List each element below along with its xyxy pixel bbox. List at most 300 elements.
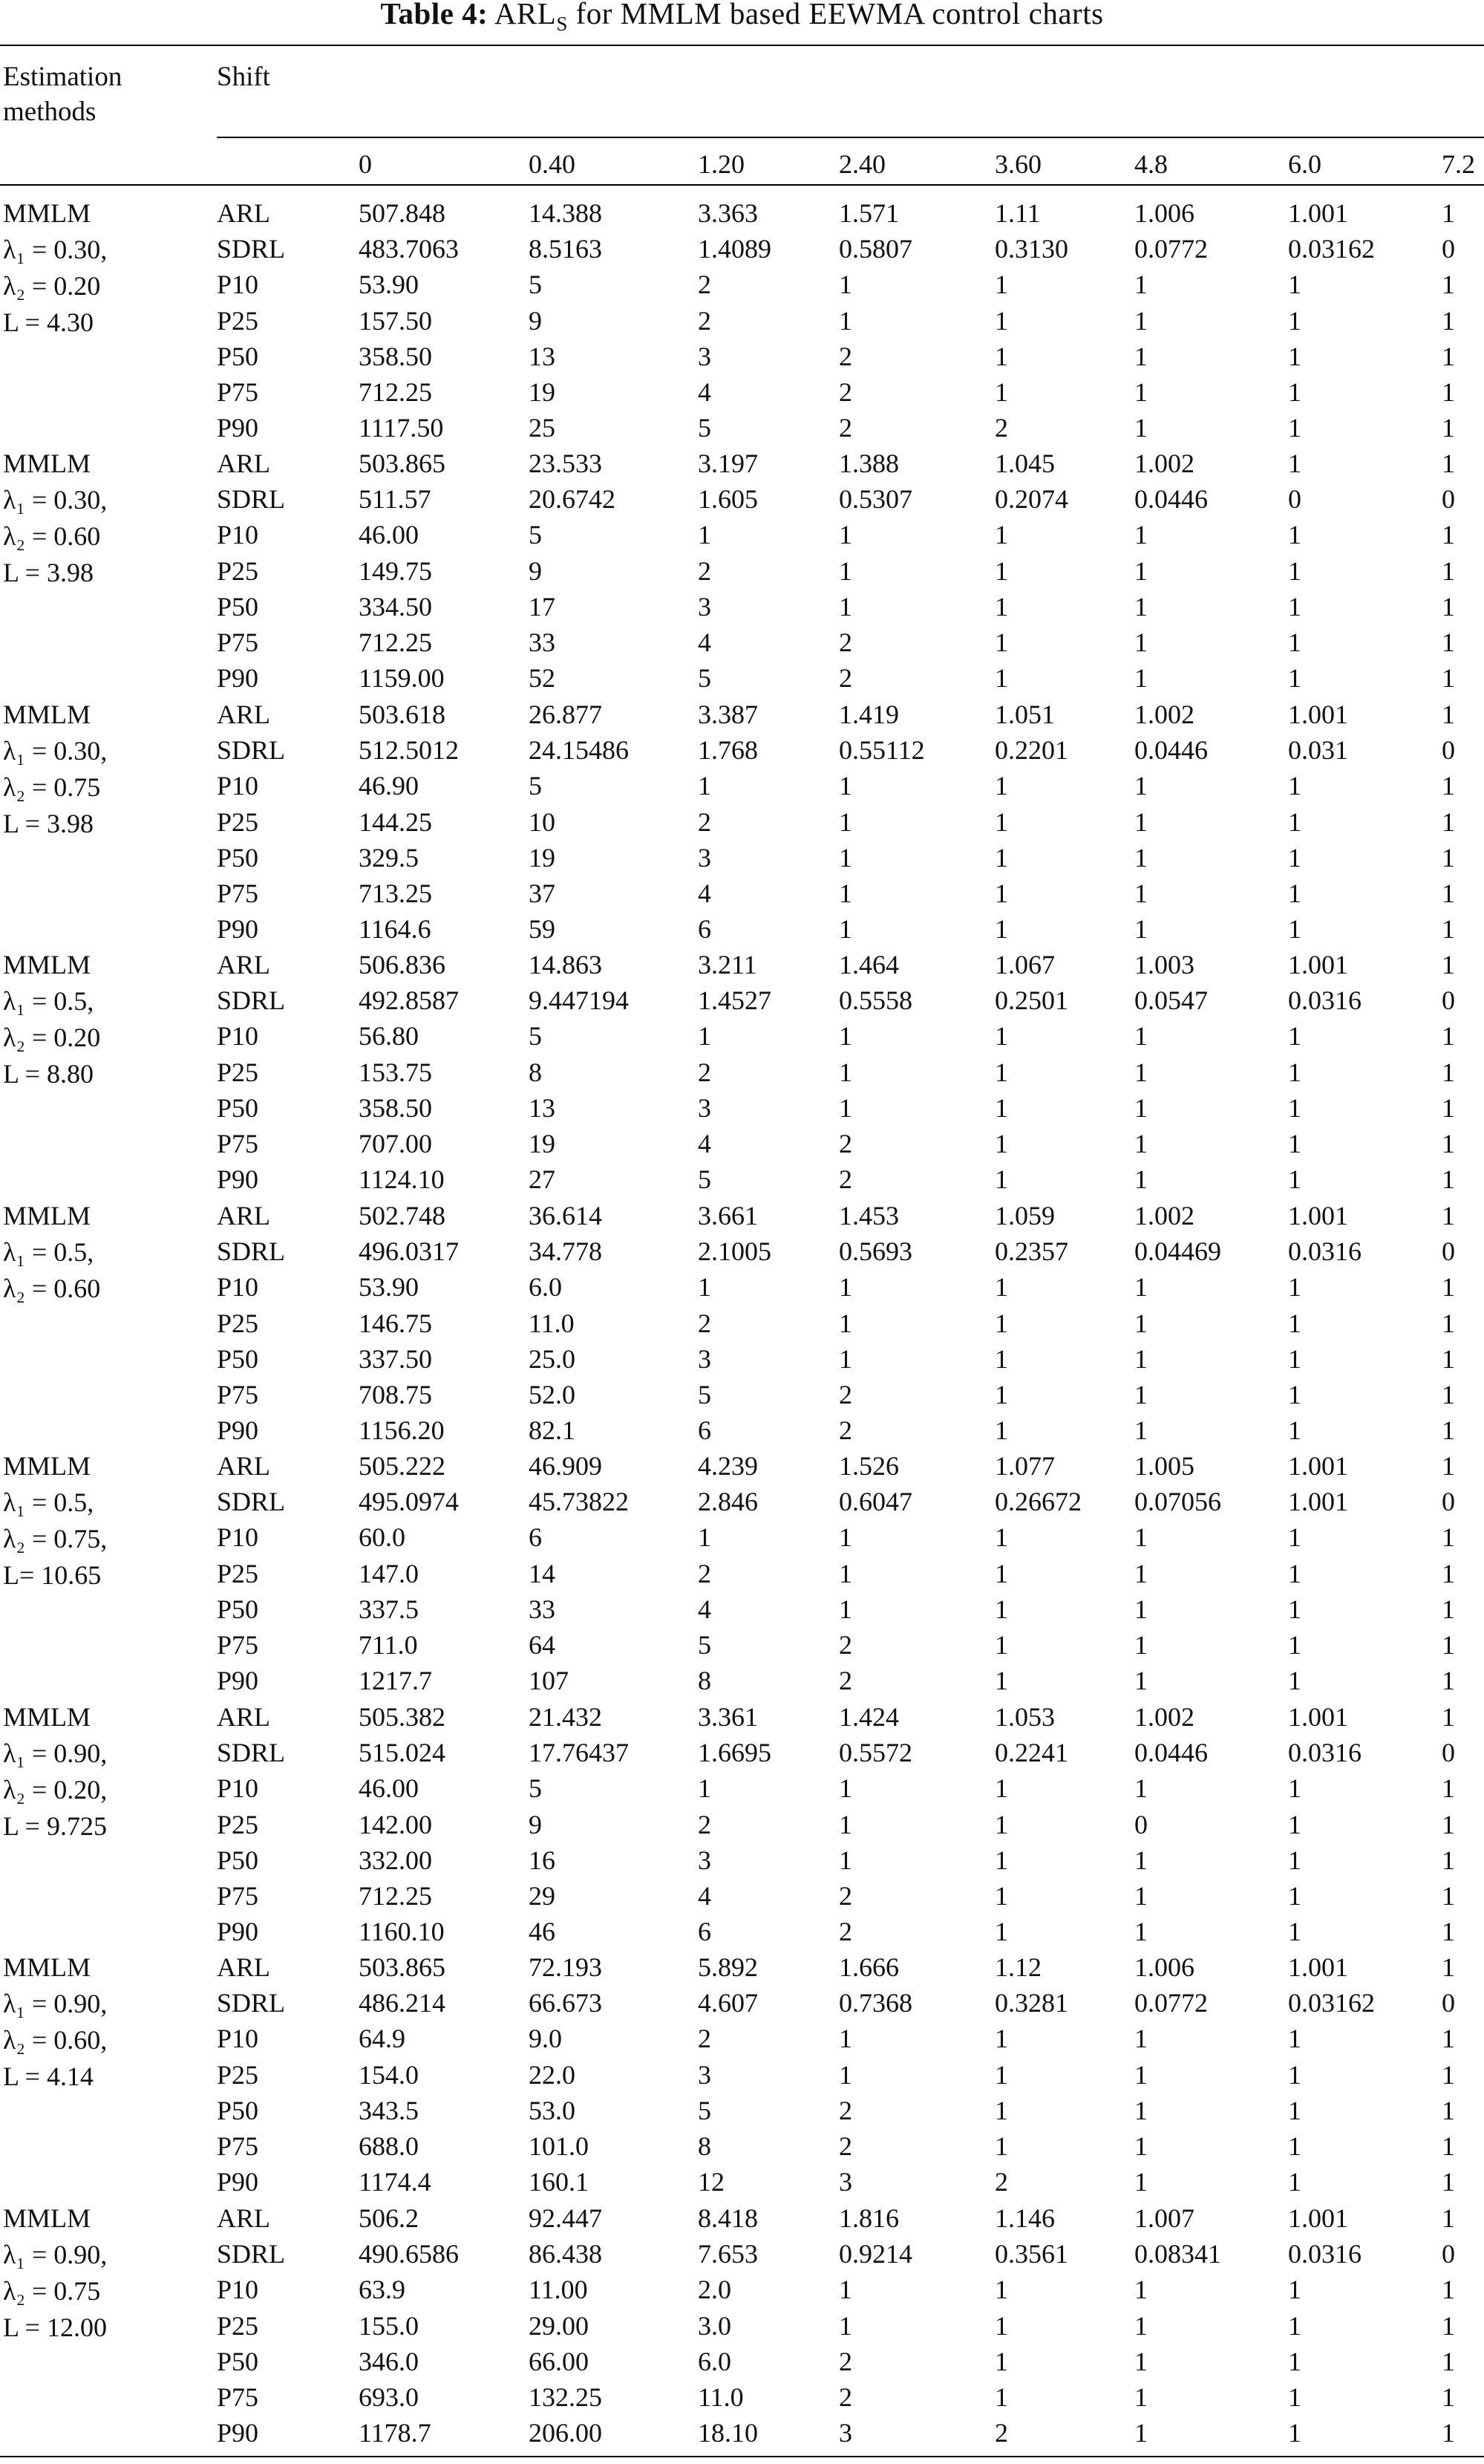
table-cell: 144.25 <box>359 806 432 837</box>
table-cell: 101.0 <box>529 2131 589 2161</box>
table-cell: 1.4527 <box>698 985 771 1016</box>
shift-value: 0.40 <box>529 149 575 179</box>
table-cell: 2 <box>995 2167 1008 2197</box>
table-cell: 693.0 <box>359 2382 419 2412</box>
table-cell: 60.0 <box>359 1522 405 1553</box>
table-cell: 1 <box>1288 1773 1301 1804</box>
table-cell: 1.146 <box>995 2203 1055 2233</box>
table-cell: 3 <box>698 842 711 873</box>
table-cell: 1.419 <box>839 700 899 729</box>
table-cell: 1 <box>839 270 852 300</box>
table-cell: 1 <box>1442 2310 1455 2341</box>
table-cell: 1 <box>995 1272 1008 1303</box>
table-cell: 0.04469 <box>1134 1236 1221 1267</box>
statistic-label: ARL <box>217 2203 270 2233</box>
statistic-label: ARL <box>217 950 270 980</box>
statistic-label: P10 <box>217 1272 259 1303</box>
table-cell: 1 <box>1134 2024 1148 2054</box>
table-cell: 688.0 <box>359 2131 419 2161</box>
table-cell: 52.0 <box>529 1380 575 1409</box>
table-cell: 27 <box>529 1164 555 1195</box>
table-cell: 1 <box>1442 2275 1455 2305</box>
table-cell: 0.2357 <box>995 1236 1068 1267</box>
statistic-label: P25 <box>217 1308 259 1338</box>
table-row <box>0 1377 1484 1413</box>
table-cell: 1 <box>1288 1522 1301 1553</box>
table-cell: 1 <box>1288 413 1301 443</box>
table-cell: 4.607 <box>698 1988 758 2018</box>
table-cell: 1 <box>1134 305 1148 336</box>
table-row <box>0 2272 1484 2308</box>
statistic-label: P75 <box>217 1881 259 1911</box>
statistic-label: P10 <box>217 270 259 300</box>
table-cell: 6 <box>529 1522 542 1553</box>
table-cell: 21.432 <box>529 1702 602 1732</box>
table-cell: 1.388 <box>839 449 899 478</box>
table-cell: 1 <box>1288 270 1301 300</box>
table-cell: 1 <box>1442 1415 1455 1446</box>
table-cell: 1 <box>698 1773 711 1804</box>
table-cell: 9 <box>529 305 542 336</box>
table-row <box>0 1735 1484 1771</box>
table-cell: 1 <box>1134 2059 1148 2090</box>
table-cell: 2 <box>839 1666 852 1696</box>
table-cell: 1 <box>1288 914 1301 945</box>
table-cell: 2 <box>839 1129 852 1158</box>
table-cell: 0 <box>1442 484 1455 515</box>
table-cell: 2 <box>839 1164 852 1195</box>
table-cell: 1 <box>1288 806 1301 837</box>
table-cell: 708.75 <box>359 1380 432 1409</box>
table-cell: 0.07056 <box>1134 1487 1221 1517</box>
table-cell: 507.848 <box>359 198 445 228</box>
table-cell: 1 <box>995 1630 1008 1660</box>
top-rule <box>0 45 1484 46</box>
table-cell: 5.892 <box>698 1952 758 1982</box>
table-row <box>0 1233 1484 1270</box>
table-cell: 4 <box>698 1594 711 1624</box>
table-cell: 1.006 <box>1134 1952 1194 1982</box>
table-cell: 36.614 <box>529 1201 602 1231</box>
table-cell: 492.8587 <box>359 985 459 1016</box>
table-cell: 17.76437 <box>529 1738 629 1768</box>
table-cell: 0.0446 <box>1134 735 1208 766</box>
table-cell: 1159.00 <box>359 663 445 694</box>
table-row <box>0 517 1484 553</box>
table-cell: 1.424 <box>839 1702 899 1732</box>
table-row <box>0 1949 1484 1986</box>
table-cell: 713.25 <box>359 879 432 908</box>
table-row <box>0 1484 1484 1520</box>
table-cell: 1 <box>839 1343 852 1374</box>
table-cell: 2 <box>839 1415 852 1446</box>
statistic-label: P75 <box>217 2131 259 2161</box>
statistic-label: P90 <box>217 2167 259 2197</box>
table-cell: 1 <box>995 1881 1008 1911</box>
table-row <box>0 481 1484 518</box>
table-cell: 1 <box>839 591 852 622</box>
table-cell: 2 <box>839 2095 852 2125</box>
table-cell: 1 <box>1442 1201 1455 1231</box>
table-cell: 6.0 <box>529 1272 562 1303</box>
table-cell: 1 <box>1288 2346 1301 2376</box>
table-cell: 1 <box>995 663 1008 694</box>
method-line: λ₂ = 0.75 <box>3 2276 101 2306</box>
table-cell: 1 <box>1442 1272 1455 1303</box>
table-cell: 107 <box>529 1666 569 1696</box>
table-cell: 0.9214 <box>839 2239 912 2269</box>
table-cell: 358.50 <box>359 1092 432 1123</box>
table-cell: 1 <box>1442 449 1455 478</box>
table-cell: 1.045 <box>995 449 1055 478</box>
table-cell: 11.0 <box>529 1308 575 1338</box>
method-line: λ₂ = 0.20 <box>3 271 101 301</box>
table-cell: 25.0 <box>529 1343 575 1374</box>
table-cell: 2 <box>698 2024 711 2054</box>
table-cell: 157.50 <box>359 305 432 336</box>
table-cell: 22.0 <box>529 2059 575 2090</box>
caption-subscript: S <box>556 13 568 36</box>
statistic-label: P75 <box>217 1129 259 1158</box>
table-cell: 13 <box>529 341 555 371</box>
table-cell: 19 <box>529 377 555 407</box>
table-cell: 160.1 <box>529 2167 589 2197</box>
table-cell: 1 <box>1442 1343 1455 1374</box>
table-cell: 1 <box>995 1773 1008 1804</box>
table-cell: 0.2241 <box>995 1738 1068 1768</box>
table-cell: 712.25 <box>359 377 432 407</box>
table-cell: 11.00 <box>529 2275 588 2305</box>
header-line: Estimation <box>3 62 122 92</box>
table-cell: 1 <box>698 1021 711 1052</box>
table-row <box>0 1591 1484 1628</box>
table-cell: 14.388 <box>529 198 602 228</box>
table-cell: 1 <box>995 2095 1008 2125</box>
table-cell: 2 <box>995 2418 1008 2448</box>
table-cell: 1 <box>839 771 852 801</box>
table-cell: 1.007 <box>1134 2203 1194 2233</box>
table-row <box>0 1341 1484 1378</box>
table-row <box>0 231 1484 267</box>
table-cell: 1 <box>839 1092 852 1123</box>
table-cell: 1 <box>995 771 1008 801</box>
table-cell: 1 <box>995 1021 1008 1052</box>
table-cell: 206.00 <box>529 2418 602 2448</box>
table-cell: 1178.7 <box>359 2418 431 2448</box>
table-cell: 1.4089 <box>698 234 771 264</box>
method-line: λ₂ = 0.75 <box>3 772 101 802</box>
table-cell: 1 <box>1288 2310 1301 2341</box>
table-cell: 1 <box>995 628 1008 657</box>
table-cell: 142.00 <box>359 1809 432 1839</box>
table-cell: 5 <box>698 413 711 443</box>
table-cell: 329.5 <box>359 842 419 873</box>
caption-rest: for MMLM based EEWMA control charts <box>567 0 1104 30</box>
table-cell: 0.0446 <box>1134 484 1208 515</box>
table-cell: 1 <box>995 1558 1008 1588</box>
table-cell: 64 <box>529 1630 555 1660</box>
table-cell: 1 <box>995 1343 1008 1374</box>
table-cell: 2 <box>698 1558 711 1588</box>
table-cell: 1 <box>1134 2095 1148 2125</box>
table-cell: 1 <box>1134 663 1148 694</box>
table-cell: 8.418 <box>698 2203 758 2233</box>
table-cell: 712.25 <box>359 628 432 657</box>
table-caption <box>0 0 1484 36</box>
table-cell: 1 <box>1288 449 1301 478</box>
table-cell: 1 <box>698 1522 711 1553</box>
statistic-label: P50 <box>217 341 259 371</box>
table-cell: 1 <box>1134 341 1148 371</box>
table-cell: 1.526 <box>839 1451 899 1481</box>
method-line: MMLM <box>3 1702 91 1732</box>
table-row <box>0 804 1484 841</box>
table-cell: 1 <box>1442 1308 1455 1338</box>
table-cell: 503.865 <box>359 449 445 478</box>
table-cell: 29 <box>529 1881 555 1911</box>
table-cell: 1 <box>1442 879 1455 908</box>
table-cell: 1.666 <box>839 1952 899 1982</box>
table-cell: 3.197 <box>698 449 758 478</box>
table-cell: 358.50 <box>359 341 432 371</box>
table-cell: 1 <box>1134 1630 1148 1660</box>
table-cell: 1 <box>995 2275 1008 2305</box>
table-cell: 1 <box>995 2024 1008 2054</box>
table-row <box>0 1448 1484 1484</box>
table-cell: 515.024 <box>359 1738 445 1768</box>
statistic-label: P50 <box>217 1594 259 1624</box>
table-cell: 511.57 <box>359 484 431 515</box>
statistic-label: ARL <box>217 449 270 478</box>
table-cell: 2 <box>839 377 852 407</box>
statistic-label: P90 <box>217 1917 259 1947</box>
table-cell: 0.2501 <box>995 985 1068 1016</box>
table-cell: 1.12 <box>995 1952 1042 1982</box>
table-row <box>0 2093 1484 2129</box>
table-cell: 3 <box>698 1092 711 1123</box>
table-cell: 1.11 <box>995 198 1041 228</box>
table-row <box>0 195 1484 232</box>
table-cell: 1 <box>1288 341 1301 371</box>
table-row <box>0 1126 1484 1162</box>
table-cell: 1 <box>1134 1845 1148 1875</box>
table-row <box>0 2164 1484 2200</box>
table-cell: 17 <box>529 591 555 622</box>
table-cell: 1 <box>1134 1666 1148 1696</box>
table-cell: 1 <box>1288 2095 1301 2125</box>
table-cell: 2 <box>839 1917 852 1947</box>
table-cell: 1 <box>1134 1380 1148 1409</box>
statistic-label: P10 <box>217 2275 259 2305</box>
table-cell: 1 <box>1288 663 1301 694</box>
table-cell: 1 <box>1134 2167 1148 2197</box>
table-cell: 155.0 <box>359 2310 419 2341</box>
table-cell: 6 <box>698 1415 711 1446</box>
table-cell: 1 <box>839 555 852 586</box>
table-cell: 1 <box>1442 1917 1455 1947</box>
table-row <box>0 374 1484 411</box>
statistic-label: SDRL <box>217 1236 286 1267</box>
table-cell: 3 <box>839 2418 852 2448</box>
table-cell: 1 <box>1288 2418 1301 2448</box>
table-cell: 1 <box>839 305 852 336</box>
table-cell: 154.0 <box>359 2059 419 2090</box>
table-cell: 149.75 <box>359 555 432 586</box>
table-row <box>0 1627 1484 1663</box>
table-cell: 1 <box>1442 1809 1455 1839</box>
table-cell: 1.001 <box>1288 1201 1348 1231</box>
table-cell: 1 <box>1442 270 1455 300</box>
table-cell: 1 <box>995 270 1008 300</box>
table-cell: 512.5012 <box>359 735 459 766</box>
table-cell: 1 <box>1288 591 1301 622</box>
table-row <box>0 1198 1484 1234</box>
statistic-label: P25 <box>217 2059 259 2090</box>
table-cell: 707.00 <box>359 1129 432 1158</box>
statistic-label: P50 <box>217 1845 259 1875</box>
table-cell: 0.5307 <box>839 484 912 515</box>
statistic-label: P90 <box>217 1666 259 1696</box>
table-row <box>0 339 1484 375</box>
table-cell: 3 <box>698 1343 711 1374</box>
statistic-label: P25 <box>217 1809 259 1839</box>
table-cell: 1 <box>1134 377 1148 407</box>
table-cell: 1 <box>1134 520 1148 550</box>
header-bottom-rule <box>0 184 1484 186</box>
table-row <box>0 1306 1484 1342</box>
table-cell: 1.059 <box>995 1201 1055 1231</box>
table-cell: 1.002 <box>1134 700 1194 729</box>
table-cell: 0.55112 <box>839 735 925 766</box>
table-cell: 1 <box>1134 1129 1148 1158</box>
statistic-label: ARL <box>217 1952 270 1982</box>
table-cell: 1 <box>1134 2131 1148 2161</box>
table-cell: 3.361 <box>698 1702 758 1732</box>
table-cell: 1 <box>1442 700 1455 729</box>
method-line: λ₂ = 0.20 <box>3 1023 101 1052</box>
table-cell: 1 <box>1442 413 1455 443</box>
table-cell: 1.051 <box>995 700 1055 729</box>
statistic-label: ARL <box>217 700 270 729</box>
table-cell: 2 <box>698 1809 711 1839</box>
table-cell: 1 <box>1134 1021 1148 1052</box>
table-cell: 46.00 <box>359 520 419 550</box>
table-cell: 1 <box>1442 1952 1455 1982</box>
table-cell: 0.7368 <box>839 1988 912 2018</box>
table-row <box>0 625 1484 661</box>
table-cell: 0.03162 <box>1288 1988 1375 2018</box>
method-line: λ₂ = 0.60 <box>3 521 101 551</box>
table-cell: 1 <box>839 2059 852 2090</box>
table-cell: 1 <box>995 879 1008 908</box>
table-cell: 1 <box>1288 628 1301 657</box>
table-cell: 1.001 <box>1288 2203 1348 2233</box>
statistic-label: P75 <box>217 1380 259 1409</box>
table-cell: 1 <box>1442 1451 1455 1481</box>
table-cell: 12 <box>698 2167 725 2197</box>
table-cell: 34.778 <box>529 1236 602 1267</box>
table-cell: 1 <box>1442 2346 1455 2376</box>
statistic-label: P10 <box>217 1021 259 1052</box>
table-cell: 505.382 <box>359 1702 445 1732</box>
table-cell: 1 <box>1134 771 1148 801</box>
table-cell: 59 <box>529 914 555 945</box>
caption-arl: ARL <box>488 0 557 30</box>
table-cell: 46 <box>529 1917 555 1947</box>
table-cell: 1 <box>1134 2382 1148 2412</box>
table-cell: 1 <box>995 1845 1008 1875</box>
table-cell: 1 <box>698 1272 711 1303</box>
table-cell: 1 <box>1288 1272 1301 1303</box>
table-cell: 1 <box>839 2310 852 2341</box>
table-cell: 3.387 <box>698 700 758 729</box>
table-row <box>0 1663 1484 1699</box>
table-cell: 0.0547 <box>1134 985 1208 1016</box>
table-cell: 5 <box>529 771 542 801</box>
table-cell: 1 <box>995 914 1008 945</box>
table-cell: 1 <box>1134 2310 1148 2341</box>
table-row <box>0 1914 1484 1950</box>
table-cell: 2 <box>698 555 711 586</box>
table-cell: 1 <box>1442 591 1455 622</box>
table-cell: 0 <box>1442 234 1455 264</box>
statistic-label: P90 <box>217 413 259 443</box>
table-cell: 337.50 <box>359 1343 432 1374</box>
table-cell: 1 <box>1134 2418 1148 2448</box>
table-cell: 0.3561 <box>995 2239 1068 2269</box>
statistic-label: P90 <box>217 1164 259 1195</box>
table-row <box>0 1519 1484 1556</box>
table-cell: 1 <box>1288 1845 1301 1875</box>
table-cell: 9 <box>529 1809 542 1839</box>
table-cell: 1 <box>1288 1558 1301 1588</box>
table-cell: 4 <box>698 628 711 657</box>
table-cell: 1 <box>1442 1702 1455 1732</box>
statistic-label: ARL <box>217 1201 270 1231</box>
table-cell: 1 <box>1442 1021 1455 1052</box>
table-cell: 2 <box>698 270 711 300</box>
statistic-label: P50 <box>217 1092 259 1123</box>
method-line: λ₂ = 0.20, <box>3 1775 108 1805</box>
table-cell: 502.748 <box>359 1201 445 1231</box>
table-cell: 52 <box>529 663 555 694</box>
shift-value: 2.40 <box>839 149 886 179</box>
table-cell: 0 <box>1442 735 1455 766</box>
table-cell: 1 <box>839 1308 852 1338</box>
table-row <box>0 1055 1484 1091</box>
table-cell: 1 <box>839 1272 852 1303</box>
table-cell: 3.661 <box>698 1201 758 1231</box>
table-cell: 4 <box>698 1129 711 1158</box>
table-cell: 5 <box>529 1021 542 1052</box>
table-cell: 1 <box>1134 1522 1148 1553</box>
table-cell: 16 <box>529 1845 555 1875</box>
table-cell: 6.0 <box>698 2346 731 2376</box>
table-cell: 1 <box>1134 879 1148 908</box>
statistic-label: P75 <box>217 2382 259 2412</box>
table-cell: 1 <box>1288 879 1301 908</box>
method-line: MMLM <box>3 700 91 729</box>
table-cell: 506.2 <box>359 2203 419 2233</box>
table-cell: 56.80 <box>359 1021 419 1052</box>
shift-value: 0 <box>359 149 372 179</box>
table-cell: 1 <box>995 1522 1008 1553</box>
statistic-label: P90 <box>217 1415 259 1446</box>
table-cell: 1 <box>1288 842 1301 873</box>
table-cell: 1 <box>1442 2382 1455 2412</box>
statistic-label: SDRL <box>217 1738 286 1768</box>
table-cell: 1 <box>1288 1164 1301 1195</box>
